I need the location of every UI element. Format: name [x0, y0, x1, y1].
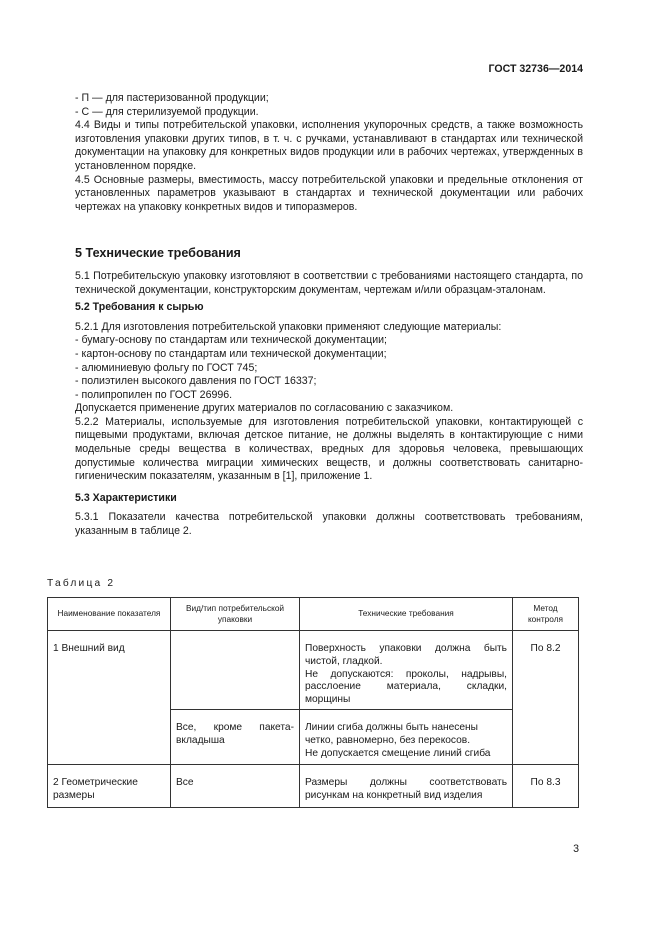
- table-2: [47, 597, 579, 808]
- list-item: - картон-основу по стандартам или технической документации;: [75, 347, 387, 360]
- table-row: [48, 764, 579, 807]
- table-header-row: [48, 598, 579, 631]
- page-number: 3: [573, 843, 579, 855]
- paragraph-5-2-1: 5.2.1 Для изготовления потребительской упаковки применяют следующие материалы:: [75, 320, 502, 333]
- list-item: - полиэтилен высокого давления по ГОСТ 16337;: [75, 375, 317, 388]
- table-cell: [300, 631, 513, 710]
- table-cell: 2 Геометрические размеры: [48, 764, 171, 807]
- table-caption: Таблица 2: [47, 578, 116, 589]
- table-cell: Размеры должны соответствовать рисункам на конкретный вид изделия: [300, 764, 513, 807]
- paragraph-5-2-2: 5.2.2 Материалы, используемые для изготовления потребительской упаковки, контактирующей с пищевыми продуктами, включая детское питание, не должны выделять в контактирующие с ними модельные среды вещества в количествах, вредных для здоровья человека, превышающих допустимые количества миграции химических веществ, и должны соответствовать санитарно-гигиеническим показателям, указанным в [1], приложение 1.: [75, 415, 583, 483]
- list-item: - С — для стерилизуемой продукции.: [75, 105, 259, 118]
- list-item: - полипропилен по ГОСТ 26996.: [75, 388, 233, 401]
- table-header-cell: Наименование показателя: [48, 598, 171, 631]
- requirement-text: Линии сгиба должны быть нанесены четко, равномерно, без перекосов.: [305, 721, 478, 746]
- section-title: 5 Технические требования: [75, 246, 241, 261]
- table-header-cell: Метод контроля: [513, 598, 579, 631]
- list-item: - алюминиевую фольгу по ГОСТ 745;: [75, 361, 258, 374]
- subsection-title-5-3: 5.3 Характеристики: [75, 491, 177, 504]
- table-cell: 1 Внешний вид: [48, 631, 171, 765]
- paragraph-4-4: 4.4 Виды и типы потребительской упаковки, исполнения укупорочных средств, а также возможность изготовления упаковки других типов, в т. ч. с ручками, устанавливают в стандартах или технической документации на упаковку для конкретных видов продукции или в рабочих чертежах, утвержденных в установленном порядке.: [75, 119, 583, 172]
- table-cell: По 8.2: [513, 631, 579, 765]
- requirement-text: Не допускаются: проколы, надрывы, расслоение материала, складки, морщины: [305, 668, 507, 706]
- paragraph-other-materials: Допускается применение других материалов по согласованию с заказчиком.: [75, 402, 454, 415]
- requirement-text: Не допускается смещение линий сгиба: [305, 747, 491, 759]
- paragraph-4-5: 4.5 Основные размеры, вместимость, массу потребительской упаковки и предельные отклонения от установленных параметров указывают в стандартах и технической документации или рабочих чертежах на упаковку конкретных видов и типоразмеров.: [75, 173, 583, 213]
- page-content: [75, 92, 583, 539]
- table-row: [48, 631, 579, 710]
- table-cell: По 8.3: [513, 764, 579, 807]
- requirement-text: Поверхность упаковки должна быть чистой, гладкой.: [305, 643, 507, 667]
- table-header-cell: Технические требования: [300, 598, 513, 631]
- table-cell: Все: [171, 764, 300, 807]
- list-item: - П — для пастеризованной продукции;: [75, 92, 269, 104]
- list-item: - бумагу-основу по стандартам или технической документации;: [75, 334, 387, 347]
- document-code: ГОСТ 32736—2014: [488, 63, 583, 75]
- paragraph-5-1: 5.1 Потребительскую упаковку изготовляют в соответствии с требованиями настоящего стандарта, по технической документации, конструкторским документам, чертежам и/или образцам-эталонам.: [75, 269, 583, 296]
- table-header-cell: Вид/тип потребительской упаковки: [171, 598, 300, 631]
- paragraph-5-3-1: 5.3.1 Показатели качества потребительской упаковки должны соответствовать требованиям, указанным в таблице 2.: [75, 511, 583, 538]
- table-cell: Все, кроме пакета-вкладыша: [171, 709, 300, 764]
- table-cell: [300, 709, 513, 764]
- subsection-title-5-2: 5.2 Требования к сырью: [75, 301, 204, 314]
- table-cell: [171, 631, 300, 710]
